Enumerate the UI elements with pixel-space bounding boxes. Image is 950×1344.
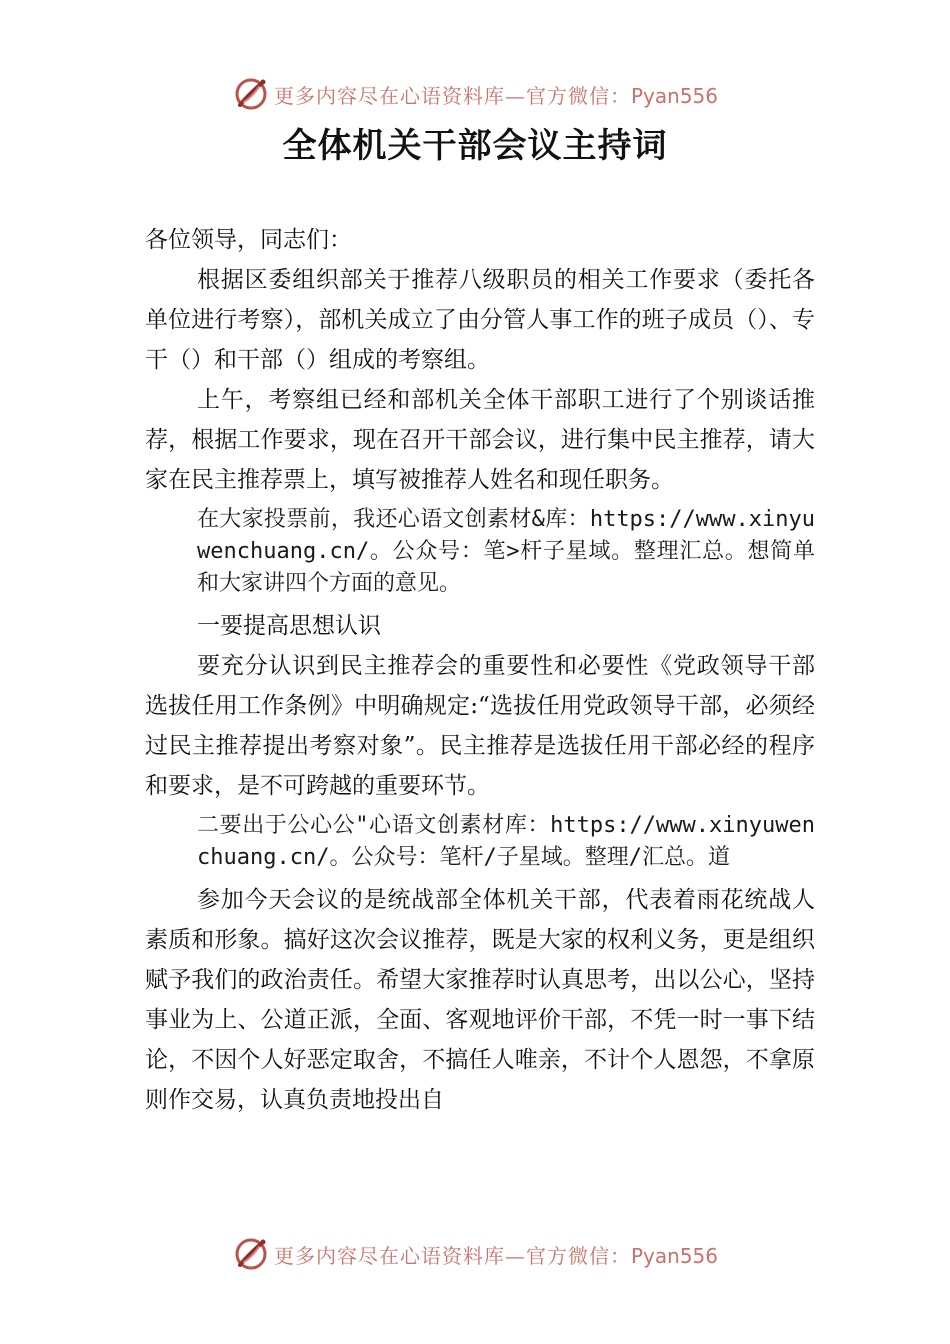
- paragraph: 上午，考察组已经和部机关全体干部职工进行了个别谈话推荐，根据工作要求，现在召开干部会议，进行集中民主推荐，请大家在民主推荐票上，填写被推荐人姓名和现任职务。: [145, 387, 815, 493]
- section-heading: 一要提高思想认识: [197, 613, 381, 639]
- paragraph: 要充分认识到民主推荐会的重要性和必要性《党政领导干部选拔任用工作条例》中明确规定:“选拔任用党政领导干部，必须经过民主推荐提出考察对象”。民主推荐是选拔任用干部必经的程序和要求，是不可跨越的重要环节。: [145, 653, 815, 799]
- salutation: 各位领导，同志们：: [145, 227, 352, 253]
- brush-logo-icon: [232, 1235, 270, 1273]
- watermark-inline-note: 二要出于公心公"心语文创素材库：https://www.xinyuwenchuang.cn/。公众号：笔杆/子星域。整理/汇总。道: [197, 813, 815, 870]
- watermark-text: [274, 1240, 718, 1269]
- watermark-wechat-id: Pyan556: [630, 1243, 718, 1268]
- document-title: 全体机关干部会议主持词: [282, 126, 668, 166]
- document-body: [145, 220, 815, 1120]
- watermark-text: [274, 80, 718, 109]
- watermark-label: 更多内容尽在心语资料库—官方微信：: [273, 83, 631, 108]
- paragraph: 参加今天会议的是统战部全体机关干部，代表着雨花统战人素质和形象。搞好这次会议推荐，既是大家的权利义务，更是组织赋予我们的政治责任。希望大家推荐时认真思考，出以公心，坚持事业为上、公道正派，全面、客观地评价干部，不凭一时一事下结论，不因个人好恶定取舍，不搞任人唯亲，不计个人恩怨，不拿原则作交易，认真负责地投出自: [145, 887, 815, 1113]
- watermark-banner-top: [0, 72, 950, 116]
- watermark-banner-bottom: [0, 1232, 950, 1276]
- paragraph: 根据区委组织部关于推荐八级职员的相关工作要求（委托各单位进行考察），部机关成立了由分管人事工作的班子成员（）、专干（）和干部（）组成的考察组。: [145, 267, 815, 373]
- watermark-inline-note: 在大家投票前，我还心语文创素材&库：https://www.xinyuwenchuang.cn/。公众号：笔>杆子星域。整理汇总。想简单和大家讲四个方面的意见。: [197, 507, 815, 596]
- watermark-label: 更多内容尽在心语资料库—官方微信：: [273, 1243, 631, 1268]
- brush-logo-icon: [232, 75, 270, 113]
- watermark-wechat-id: Pyan556: [630, 83, 718, 108]
